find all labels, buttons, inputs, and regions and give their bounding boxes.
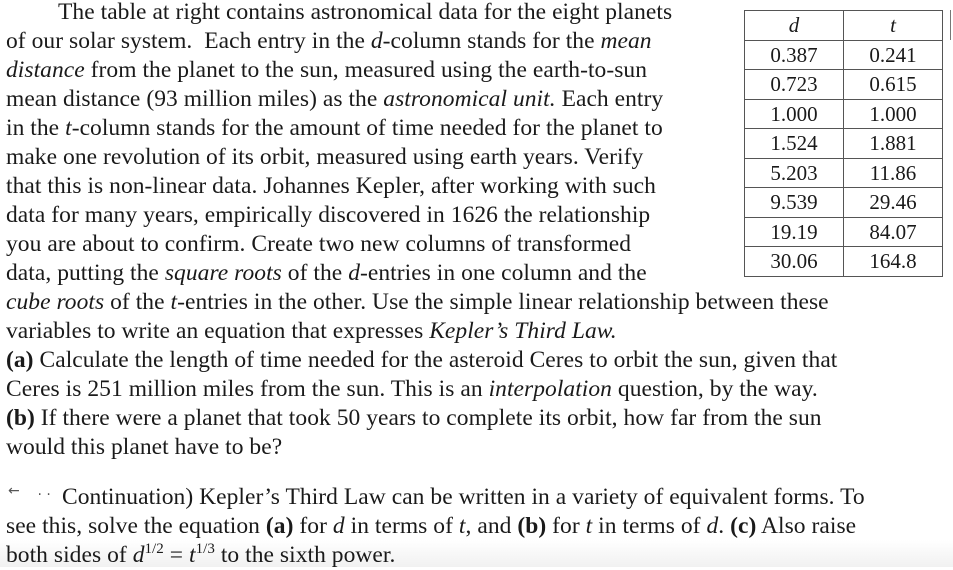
para1-line-10: data, putting the square roots of the d-entries in one column and the — [6, 260, 647, 286]
part-b-line-1: (b) If there were a planet that took 50 years to complete its orbit, how far from the sun — [6, 405, 822, 431]
part-b-line-2 — [6, 433, 282, 462]
part-a-line-2: Ceres is 251 million miles from the sun. This is an interpolation question, by the way. — [6, 376, 818, 402]
column-header-d: d — [745, 11, 844, 41]
para1-line-2: of our solar system. Each entry in the d-column stands for the mean — [6, 28, 652, 54]
para1-line-6: make one revolution of its orbit, measured using earth years. Verify — [6, 144, 644, 170]
cell-d: 5.203 — [745, 158, 844, 188]
table-row — [745, 40, 943, 70]
table-row — [745, 158, 943, 188]
cell-d: 0.723 — [745, 70, 844, 100]
table-row — [745, 129, 943, 159]
cell-d: 1.524 — [745, 129, 844, 159]
table-row — [745, 188, 943, 218]
table-header-row — [745, 11, 943, 41]
part-b-line-2-text: would this planet have to be? — [6, 434, 283, 460]
continuation-line-2: see this, solve the equation (a) for d in terms of t, and (b) for t in terms of d. (c) Also raise — [6, 513, 857, 539]
table-row — [745, 70, 943, 100]
cell-t: 0.615 — [844, 70, 943, 100]
cell-d: 9.539 — [745, 188, 844, 218]
continuation-line-3: both sides of $d^{1/2} = t^{1/3}$ to the sixth power. — [6, 541, 396, 568]
cell-t: 1.000 — [844, 99, 943, 129]
para1-line-1 — [58, 0, 718, 27]
para1-line-7: that this is non-linear data. Johannes Kepler, after working with such — [6, 173, 656, 199]
cell-d: 1.000 — [745, 99, 844, 129]
cell-t: 11.86 — [844, 158, 943, 188]
cell-d: 30.06 — [745, 247, 844, 277]
para1-line-9: you are about to confirm. Create two new columns of transformed — [6, 231, 632, 257]
para1-line-3: distance from the planet to the sun, measured using the earth-to-sun — [6, 57, 648, 83]
cell-t: 84.07 — [844, 217, 943, 247]
table-row — [745, 217, 943, 247]
column-header-t: t — [844, 11, 943, 41]
table-row — [745, 247, 943, 277]
para1-line-5: in the t-column stands for the amount of time needed for the planet to — [6, 115, 663, 141]
cell-t: 164.8 — [844, 247, 943, 277]
cell-d: 0.387 — [745, 40, 844, 70]
table-row — [745, 99, 943, 129]
para1-line-8: data for many years, empirically discovered in 1626 the relationship — [6, 202, 651, 228]
cell-t: 29.46 — [844, 188, 943, 218]
continuation-line-1: Continuation) Kepler’s Third Law can be written in a variety of equivalent forms. To — [62, 484, 865, 510]
planet-data-table — [744, 10, 943, 277]
cell-t: 0.241 — [844, 40, 943, 70]
cell-t: 1.881 — [844, 129, 943, 159]
stray-marks: ← . . — [8, 483, 51, 499]
cell-d: 19.19 — [745, 217, 844, 247]
para1-line-11: cube roots of the t-entries in the other. Use the simple linear relationship between these — [6, 289, 829, 315]
para1-line-1-text: The table at right contains astronomical data for the eight planets — [58, 0, 673, 25]
part-a-label: (a) — [6, 347, 34, 373]
para1-line-12: variables to write an equation that expresses Kepler’s Third Law. — [6, 318, 617, 344]
part-a-line-1: (a) Calculate the length of time needed for the asteroid Ceres to orbit the sun, given that — [6, 347, 838, 373]
para1-line-4: mean distance (93 million miles) as the astronomical unit. Each entry — [6, 86, 664, 112]
edge-divider — [950, 10, 951, 40]
part-b-label: (b) — [6, 405, 35, 431]
